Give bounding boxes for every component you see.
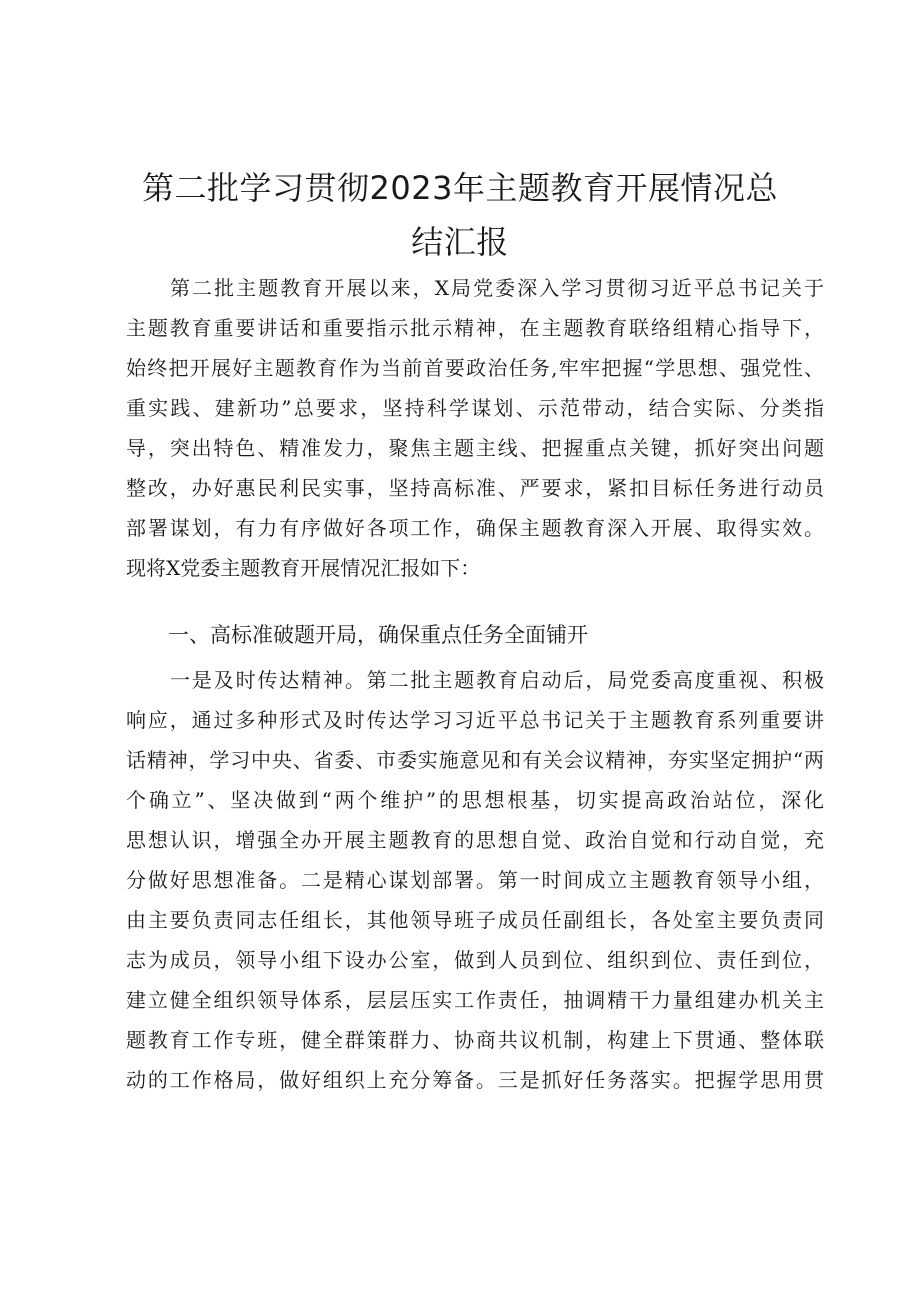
paragraph-line: 第二批主题教育开展以来，X局党委深入学习贯彻习近平总书记关于 (170, 276, 824, 300)
paragraph-line: 建立健全组织领导体系，层层压实工作责任，抽调精干力量组建办机关主 (126, 988, 824, 1012)
paragraph-line: 响应，通过多种形式及时传达学习习近平总书记关于主题教育系列重要讲 (126, 708, 824, 732)
paragraph-line: 话精神，学习中央、省委、市委实施意见和有关会议精神，夯实坚定拥护“两 (126, 748, 824, 772)
paragraph-line: 导，突出特色、精准发力，聚焦主题主线、把握重点关键，抓好突出问题 (126, 436, 824, 460)
document-title-line-2: 结汇报 (411, 223, 509, 261)
paragraph-line: 志为成员，领导小组下设办公室，做到人员到位、组织到位、责任到位， (126, 948, 824, 972)
section-1-paragraph (126, 660, 824, 1100)
document-title-line-1: 第二批学习贯彻2023年主题教育开展情况总 (142, 169, 778, 207)
paragraph-line: 重实践、建新功”总要求，坚持科学谋划、示范带动，结合实际、分类指 (126, 396, 824, 420)
paragraph-line: 动的工作格局，做好组织上充分筹备。三是抓好任务落实。把握学思用贯 (126, 1068, 824, 1092)
paragraph-line: 整改，办好惠民利民实事，坚持高标准、严要求，紧扣目标任务进行动员 (126, 476, 824, 500)
paragraph-line: 一是及时传达精神。第二批主题教育启动后，局党委高度重视、积极 (170, 668, 824, 692)
paragraph-line: 思想认识，增强全办开展主题教育的思想自觉、政治自觉和行动自觉，充 (126, 828, 824, 852)
intro-paragraph (126, 268, 824, 588)
paragraph-line: 由主要负责同志任组长，其他领导班子成员任副组长，各处室主要负责同 (126, 908, 824, 932)
paragraph-line: 主题教育重要讲话和重要指示批示精神，在主题教育联络组精心指导下， (126, 316, 824, 340)
paragraph-line: 始终把开展好主题教育作为当前首要政治任务,牢牢把握“学思想、强党性、 (126, 356, 824, 380)
paragraph-line: 现将X党委主题教育开展情况汇报如下： (126, 556, 481, 580)
paragraph-line: 个确立”、坚决做到“两个维护”的思想根基，切实提高政治站位，深化 (126, 788, 824, 812)
paragraph-line: 分做好思想准备。二是精心谋划部署。第一时间成立主题教育领导小组， (126, 868, 824, 892)
paragraph-line: 部署谋划，有力有序做好各项工作，确保主题教育深入开展、取得实效。 (126, 516, 824, 540)
paragraph-line: 题教育工作专班，健全群策群力、协商共议机制，构建上下贯通、整体联 (126, 1028, 824, 1052)
section-heading-1: 一、高标准破题开局，确保重点任务全面铺开 (168, 623, 588, 647)
